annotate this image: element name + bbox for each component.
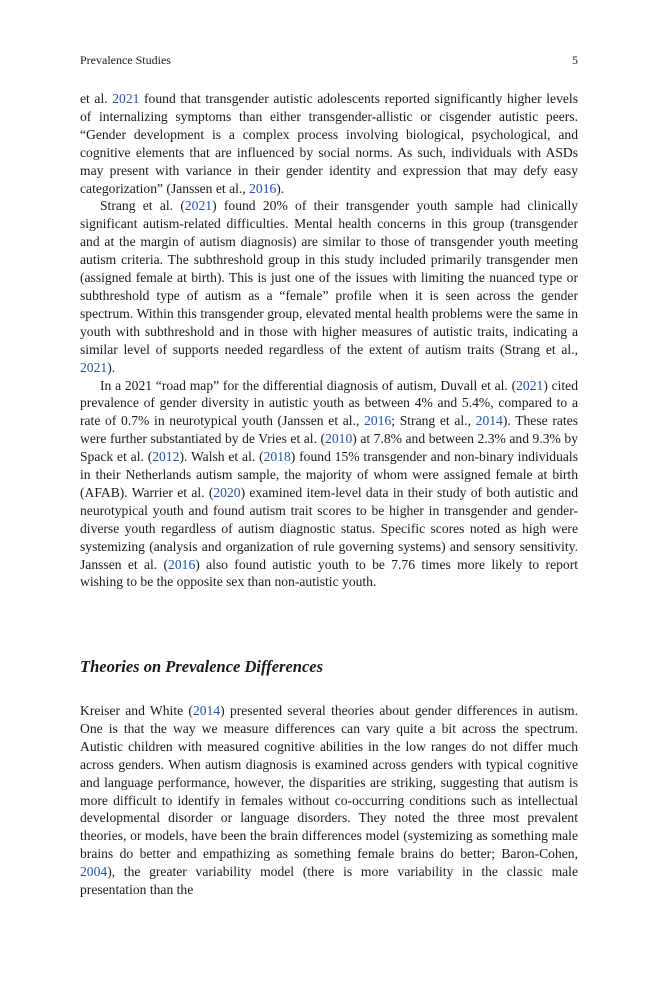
citation-link[interactable]: 2021 (184, 198, 213, 214)
citation-link[interactable]: 2016 (168, 556, 196, 572)
paragraph-text: ). (276, 180, 285, 196)
citation-link[interactable]: 2021 (516, 377, 544, 393)
paragraph-text: ). Walsh et al. ( (179, 449, 264, 465)
paragraph-text: ). (107, 359, 116, 375)
running-title: Prevalence Studies (80, 53, 171, 67)
paragraph-text: et al. (80, 91, 113, 106)
paragraph-text: ) cited prevalence of gender diversity in autistic youth as between 4% and 5.4%, compared to a rate of 0.7% in neurotypical youth (Janssen et al., (80, 377, 579, 429)
page-number: 5 (572, 53, 578, 67)
paragraph-text: ) found 20% of their transgender youth sample had clinically significant autism-related difficulties. Mental health concerns in this group (transgender and at the margin of autism diagnosis) are similar to those of transgender youth meeting autism criteria. The subthreshold group in this study included primarily transgender men (assigned female at birth). This is just one of the issues with limiting the nuanced type or subthreshold type of autism as a “female” profile when it is seen across the gender spectrum. Within this transgender group, elevated mental health problems were the same in youth with subthreshold and in those with higher measures of autistic traits, indicating a similar level of supports needed regardless of the extent of autism traits (Strang et al., (80, 198, 579, 357)
citation-link[interactable]: 2010 (325, 431, 353, 447)
paragraph (80, 702, 578, 899)
citation-link[interactable]: 2020 (213, 484, 241, 500)
paragraph-text: Strang et al. ( (100, 198, 185, 214)
paragraph-text: ) also found autistic youth to be 7.76 times more likely to report wishing to be the opposite sex than non-autistic youth. (80, 556, 578, 590)
paragraph-text: ) examined item-level data in their study of both autistic and neurotypical youth and found autism trait scores to be higher in transgender and gender-diverse youth regardless of autism diagnostic status. Specific scores noted as high were systemizing (analysis and organization of rule governing systems) and sensory sensitivity. Janssen et al. ( (80, 484, 579, 572)
paragraph-text: found that transgender autistic adolescents reported significantly higher levels of internalizing symptoms than either transgender-allistic or cisgender autistic peers. “Gender development is a complex process involving biological, psychological, and cognitive elements that are influenced by social norms. As such, individuals with ASDs may present with variance in their gender identity and expression that may defy easy categorization” (Janssen et al., (80, 91, 578, 196)
citation-link[interactable]: 2014 (475, 413, 503, 429)
paragraph-text: Kreiser and White ( (80, 703, 193, 718)
paragraph (80, 90, 578, 197)
paragraph-text: In a 2021 “road map” for the differential diagnosis of autism, Duvall et al. ( (100, 377, 517, 393)
section-body (80, 702, 578, 899)
paragraph (80, 197, 578, 376)
paragraph-text: ) found 15% transgender and non-binary individuals in their Netherlands autism sample, the majority of whom were assigned female at birth (AFAB). Warrier et al. ( (80, 449, 578, 500)
body-text (80, 90, 578, 591)
citation-link[interactable]: 2021 (80, 359, 108, 375)
paragraph (80, 377, 578, 592)
book-page (80, 0, 578, 1000)
citation-link[interactable]: 2018 (263, 449, 291, 465)
paragraph-text: ), the greater variability model (there is more variability in the classic male presentation than the (80, 864, 578, 898)
citation-link[interactable]: 2014 (192, 703, 221, 718)
citation-link[interactable]: 2016 (249, 180, 277, 196)
paragraph-text: ; Strang et al., (391, 413, 476, 429)
section-heading: Theories on Prevalence Differences (80, 657, 324, 676)
paragraph-text: ) at 7.8% and between 2.3% and 9.3% by Spack et al. ( (80, 431, 578, 465)
citation-link[interactable]: 2004 (80, 864, 108, 880)
citation-link[interactable]: 2016 (364, 413, 392, 429)
paragraph-text: ). These rates were further substantiated by de Vries et al. ( (80, 413, 578, 447)
citation-link[interactable]: 2012 (152, 449, 180, 465)
paragraph-text: ) presented several theories about gender differences in autism. One is that the way we measure differences can vary quite a bit across the spectrum. Autistic children with measured cognitive abilities in the low ranges do not differ much across genders. When autism diagnosis is examined across genders with typical cognitive and language performance, however, the disparities are striking, suggesting that autism is more difficult to identify in females without co-occurring conditions such as intellectual developmental disorder or language disorders. They noted the three most prevalent theories, or models, have been the brain differences model (systemizing as something male brains do better and empathizing as something female brains do better; Baron-Cohen, (80, 703, 578, 862)
citation-link[interactable]: 2021 (112, 91, 140, 106)
